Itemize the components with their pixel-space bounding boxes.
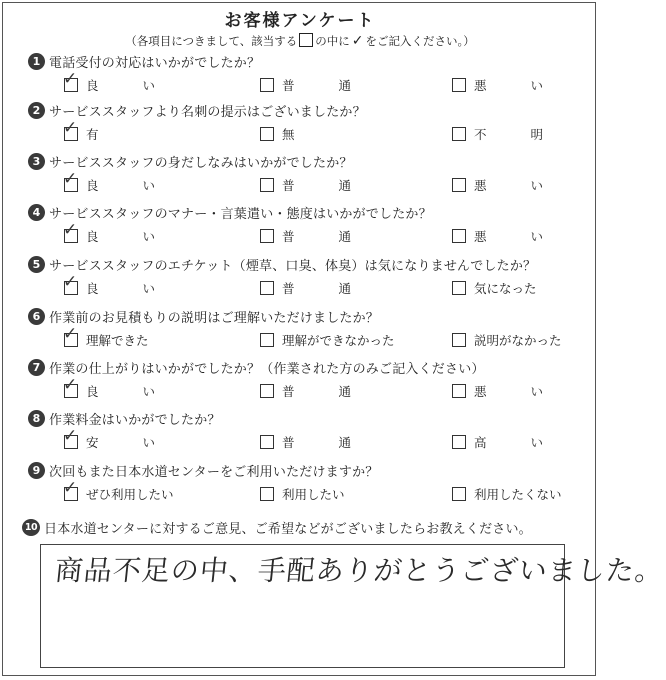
checkbox-sample-icon (299, 33, 313, 47)
checkbox[interactable] (452, 229, 466, 243)
option-label: 良い (86, 78, 200, 93)
answer-option[interactable] (63, 324, 149, 349)
instructions-after: をご記入ください。） (365, 34, 475, 48)
checkbox[interactable] (452, 78, 466, 92)
option-label: 良い (86, 229, 200, 244)
answer-option[interactable] (452, 331, 562, 349)
option-label: 有 (86, 127, 99, 142)
question-number-badge: 3 (28, 153, 45, 170)
page-title: お客様アンケート (224, 11, 376, 31)
question-header (28, 203, 432, 221)
answer-option[interactable] (63, 272, 200, 297)
checkbox[interactable] (260, 281, 274, 295)
answer-option[interactable] (260, 433, 395, 451)
checkmark-icon: ✓ (63, 324, 78, 344)
option-label: 気になった (474, 281, 537, 296)
option-label: 理解できた (86, 333, 149, 348)
checkbox-checked[interactable] (63, 69, 78, 92)
question-text: サービススタッフより名刺の提示はございましたか？ (49, 104, 366, 120)
option-label: 普通 (282, 384, 396, 399)
instructions-before: （各項目につきまして、該当する (125, 34, 298, 48)
checkmark-icon: ✓ (63, 69, 78, 89)
option-label: 悪い (474, 178, 588, 193)
checkmark-icon: ✓ (351, 33, 364, 49)
checkbox-checked[interactable] (63, 324, 78, 347)
option-label: 利用したくない (474, 487, 562, 502)
answer-option[interactable] (260, 76, 395, 94)
checkbox[interactable] (452, 487, 466, 501)
answer-option[interactable] (63, 375, 200, 400)
answer-option[interactable] (260, 227, 395, 245)
question-text: 次回もまた日本水道センターをご利用いただけますか？ (49, 464, 379, 480)
answer-option[interactable] (260, 331, 395, 349)
answer-option[interactable] (260, 382, 395, 400)
checkbox[interactable] (452, 435, 466, 449)
checkmark-icon: ✓ (63, 169, 78, 189)
checkbox-checked[interactable] (63, 169, 78, 192)
option-label: 普通 (282, 178, 396, 193)
checkbox[interactable] (260, 435, 274, 449)
option-label: 悪い (474, 384, 588, 399)
answer-option[interactable] (260, 125, 295, 143)
option-label: 普通 (282, 281, 396, 296)
question-header (28, 461, 378, 479)
checkbox[interactable] (260, 178, 274, 192)
question-header (28, 101, 366, 119)
option-label: 普通 (282, 435, 396, 450)
checkmark-icon: ✓ (63, 220, 78, 240)
option-label: 高い (474, 435, 588, 450)
answer-option[interactable] (63, 478, 174, 503)
answer-option[interactable] (452, 176, 587, 194)
checkbox-checked[interactable] (63, 272, 78, 295)
question-text: サービススタッフのエチケット（煙草、口臭、体臭）は気になりませんでしたか？ (49, 258, 537, 274)
option-label: 良い (86, 178, 200, 193)
answer-option[interactable] (260, 485, 345, 503)
question-header (28, 307, 379, 325)
option-label: 良い (86, 281, 200, 296)
question-text: サービススタッフのマナー・言葉遣い・態度はいかがでしたか？ (49, 206, 432, 222)
checkmark-icon: ✓ (63, 118, 78, 138)
checkmark-icon: ✓ (63, 478, 78, 498)
checkbox[interactable] (452, 333, 466, 347)
question-text: 電話受付の対応はいかがでしたか？ (49, 55, 261, 71)
instructions (0, 33, 600, 49)
instructions-middle: の中に (315, 34, 350, 48)
checkbox-checked[interactable] (63, 478, 78, 501)
checkbox[interactable] (260, 333, 274, 347)
option-label: 普通 (282, 78, 396, 93)
question-number-badge: 7 (28, 359, 45, 376)
checkbox[interactable] (260, 78, 274, 92)
answer-option[interactable] (260, 279, 395, 297)
option-label: 安い (86, 435, 200, 450)
question-number-badge: 9 (28, 462, 45, 479)
answer-option[interactable] (63, 118, 99, 143)
checkbox[interactable] (260, 384, 274, 398)
option-label: ぜひ利用したい (86, 487, 174, 502)
answer-option[interactable] (63, 220, 200, 245)
question-header (28, 52, 260, 70)
checkmark-icon: ✓ (63, 272, 78, 292)
option-label: 悪い (474, 229, 588, 244)
answer-option[interactable] (452, 76, 587, 94)
question-header (28, 152, 353, 170)
answer-option[interactable] (452, 433, 587, 451)
checkbox[interactable] (260, 127, 274, 141)
checkbox[interactable] (260, 229, 274, 243)
option-label: 悪い (474, 78, 588, 93)
comment-field[interactable] (40, 544, 666, 668)
answer-option[interactable] (63, 169, 200, 194)
answer-option[interactable] (452, 227, 587, 245)
question-number-badge: 8 (28, 410, 45, 427)
option-label: 理解ができなかった (282, 333, 395, 348)
answer-option[interactable] (260, 176, 395, 194)
option-label: 無 (282, 127, 295, 142)
question-header (28, 409, 221, 427)
handwritten-comment: 商品不足の中、手配ありがとうございました。 (53, 554, 666, 587)
question-number-badge: 5 (28, 256, 45, 273)
option-label: 良い (86, 384, 200, 399)
answer-option[interactable] (452, 125, 587, 143)
question-number-badge: 10 (22, 519, 40, 536)
question-text: 日本水道センターに対するご意見、ご希望などがございましたらお教えください。 (44, 521, 532, 537)
question-text: サービススタッフの身だしなみはいかがでしたか？ (49, 155, 353, 171)
checkbox[interactable] (452, 384, 466, 398)
checkbox-checked[interactable] (63, 220, 78, 243)
answer-option[interactable] (452, 279, 537, 297)
checkbox-checked[interactable] (63, 118, 78, 141)
checkbox[interactable] (452, 127, 466, 141)
checkbox-checked[interactable] (63, 426, 78, 449)
checkbox[interactable] (452, 178, 466, 192)
question-text: 作業料金はいかがでしたか？ (49, 412, 221, 428)
checkbox-checked[interactable] (63, 375, 78, 398)
question-header (28, 255, 536, 273)
question-number-badge: 4 (28, 204, 45, 221)
answer-option[interactable] (452, 382, 587, 400)
question-number-badge: 6 (28, 308, 45, 325)
option-label: 普通 (282, 229, 396, 244)
checkbox[interactable] (260, 487, 274, 501)
answer-option[interactable] (452, 485, 562, 503)
question-text: 作業前のお見積もりの説明はご理解いただけましたか？ (49, 310, 380, 326)
checkbox[interactable] (452, 281, 466, 295)
option-label: 不明 (474, 127, 588, 142)
question-header (28, 358, 485, 376)
checkmark-icon: ✓ (63, 426, 78, 446)
question-number-badge: 1 (28, 53, 45, 70)
question-text: 作業の仕上がりはいかがでしたか？（作業された方のみご記入ください） (49, 361, 485, 377)
answer-option[interactable] (63, 69, 200, 94)
option-label: 利用したい (282, 487, 345, 502)
answer-option[interactable] (63, 426, 200, 451)
question-number-badge: 2 (28, 102, 45, 119)
option-label: 説明がなかった (474, 333, 562, 348)
checkmark-icon: ✓ (63, 375, 78, 395)
